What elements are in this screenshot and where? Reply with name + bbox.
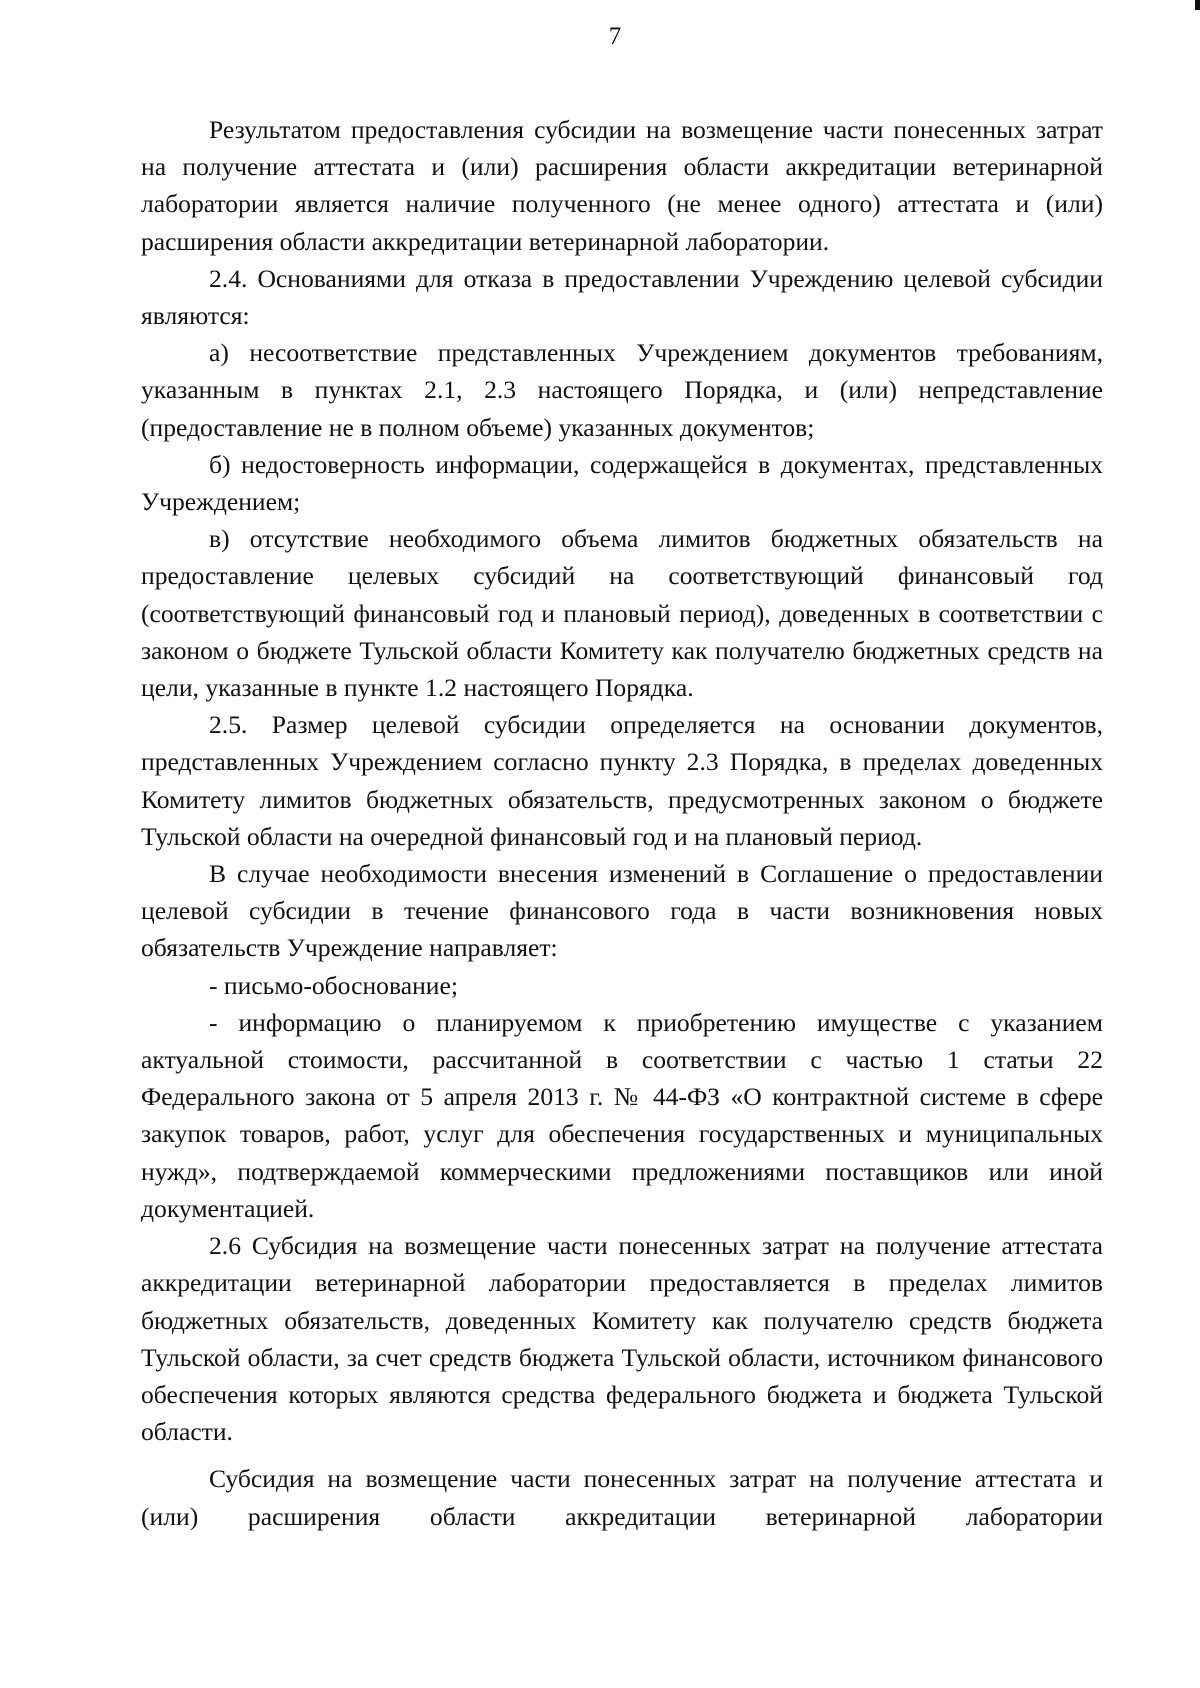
paragraph-clause-2-5-letter: - письмо-обоснование; [209, 970, 458, 1000]
paragraph-clause-2-4: 2.4. Основаниями для отказа в предоставлении Учреждению целевой субсидии являются: [141, 263, 1103, 331]
document-body [141, 111, 1103, 1535]
paragraph-clause-2-5-changes: В случае необходимости внесения изменений в Соглашение о предоставлении целевой субсидии в течение финансового года в части возникновения новых обязательств Учреждение направляет: [141, 859, 1103, 963]
page-number: 7 [608, 23, 622, 50]
paragraph-clause-2-4-a: а) несоответствие представленных Учреждением документов требованиям, указанным в пунктах 2.1, 2.3 настоящего Порядка, и (или) непредставление (предоставление не в полном объеме) указанных документов; [141, 338, 1103, 442]
paragraph-result: Результатом предоставления субсидии на возмещение части понесенных затрат на получение аттестата и (или) расширения области аккредитации ветеринарной лаборатории является наличие полученного (не менее одного) аттестата и (или) расширения области аккредитации ветеринарной лаборатории. [141, 115, 1103, 256]
paragraph-clause-2-6-subsidy: Субсидия на возмещение части понесенных затрат на получение аттестата и (или) расширения области аккредитации ветеринарной лаборатории [141, 1464, 1103, 1531]
paragraph-clause-2-5-info: - информацию о планируемом к приобретению имуществе с указанием актуальной стоимости, рассчитанной в соответствии с частью 1 статьи 22 Федерального закона от 5 апреля 2013 г. № 44-ФЗ «О контрактной системе в сфере закупок товаров, работ, услуг для обеспечения государственных и муниципальных нужд», подтверждаемой коммерческими предложениями поставщиков или иной документацией. [141, 1007, 1103, 1223]
paragraph-clause-2-4-b: б) недостоверность информации, содержащейся в документах, представленных Учреждением; [141, 449, 1103, 517]
paragraph-clause-2-4-v: в) отсутствие необходимого объема лимитов бюджетных обязательств на предоставление целевых субсидий на соответствующий финансовый год (соответствующий финансовый год и плановый период), доведенных в соответствии с законом о бюджете Тульской области Комитету как получателю бюджетных средств на цели, указанные в пункте 1.2 настоящего Порядка. [141, 524, 1103, 703]
paragraph-clause-2-6: 2.6 Субсидия на возмещение части понесенных затрат на получение аттестата аккредитации ветеринарной лаборатории предоставляется в пределах лимитов бюджетных обязательств, доведенных Комитету как получателю средств бюджета Тульской области, за счет средств бюджета Тульской области, источником финансового обеспечения которых являются средства федерального бюджета и бюджета Тульской области. [141, 1231, 1103, 1447]
paragraph-clause-2-5: 2.5. Размер целевой субсидии определяется на основании документов, представленных Учреждением согласно пункту 2.3 Порядка, в пределах доведенных Комитету лимитов бюджетных обязательств, предусмотренных законом о бюджете Тульской области на очередной финансовый год и на плановый период. [141, 710, 1103, 851]
scan-edge-mark [1195, 0, 1200, 10]
